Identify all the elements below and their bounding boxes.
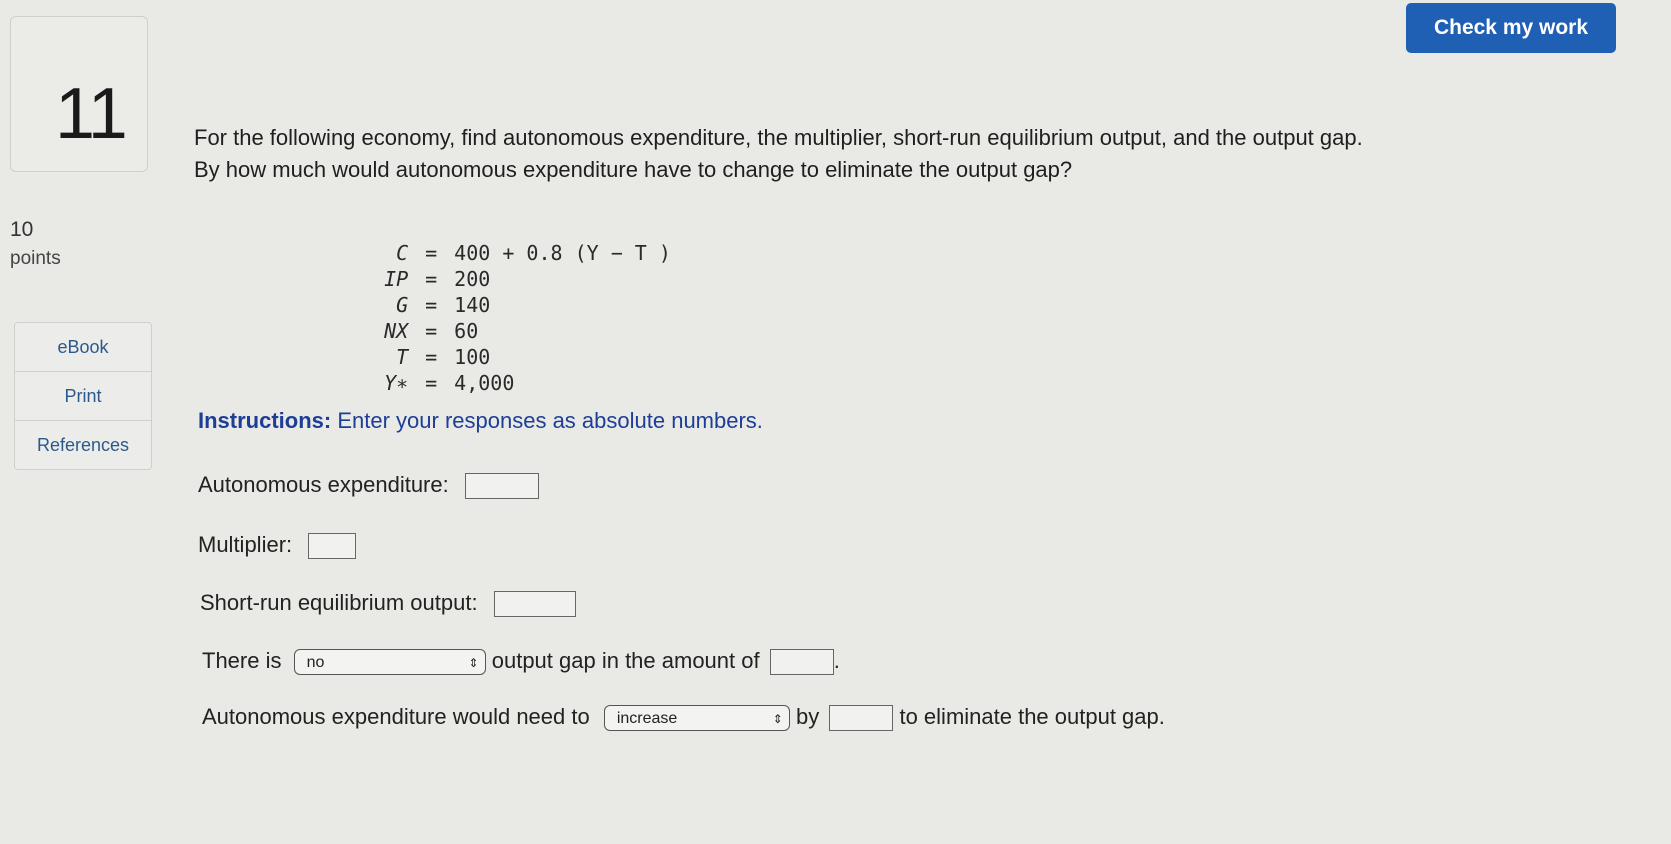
- change-direction-select[interactable]: [604, 705, 790, 731]
- equation-variable: Y∗: [384, 371, 409, 395]
- equals-sign: =: [425, 293, 438, 317]
- change-row: [202, 704, 1165, 731]
- equation-variable: C: [396, 241, 409, 265]
- question-prompt: [194, 122, 1614, 186]
- equation-value: 4,000: [454, 371, 515, 395]
- output-gap-row: [202, 648, 840, 675]
- autonomous-input[interactable]: [465, 473, 539, 499]
- multiplier-row: [198, 532, 356, 559]
- equals-sign: =: [425, 319, 438, 343]
- change-amount-input[interactable]: [829, 705, 893, 731]
- equation-variable: T: [396, 345, 409, 369]
- autonomous-label: Autonomous expenditure:: [198, 472, 449, 497]
- select-arrows-icon: ⇕: [772, 712, 783, 727]
- equals-sign: =: [425, 267, 438, 291]
- equation-variable: IP: [384, 267, 409, 291]
- select-arrows-icon: ⇕: [468, 656, 479, 671]
- gap-middle: output gap in the amount of: [491, 648, 760, 673]
- equation-value: 200: [454, 267, 491, 291]
- instructions: [198, 408, 763, 434]
- equilibrium-input[interactable]: [494, 591, 576, 617]
- multiplier-input[interactable]: [308, 533, 356, 559]
- points-value: 10: [10, 218, 34, 241]
- sidebar-item-references[interactable]: References: [36, 435, 130, 455]
- equilibrium-label: Short-run equilibrium output:: [200, 590, 478, 615]
- question-number: 11: [55, 74, 126, 154]
- equilibrium-row: [200, 590, 576, 617]
- equation-row: [300, 214, 671, 265]
- instructions-label: Instructions:: [198, 408, 332, 433]
- equation-block: [300, 214, 671, 395]
- change-middle: by: [795, 704, 820, 729]
- equation-variable: NX: [384, 319, 409, 343]
- equation-value: 140: [454, 293, 491, 317]
- sidebar-item-print[interactable]: Print: [15, 372, 151, 421]
- prompt-line-1: For the following economy, find autonomous expenditure, the multiplier, short-run equilibrium output, and the output gap.: [194, 125, 1363, 150]
- multiplier-label: Multiplier:: [198, 532, 293, 557]
- autonomous-row: [198, 472, 539, 499]
- gap-type-value: no: [306, 654, 325, 672]
- check-my-work-button[interactable]: Check my work: [1406, 3, 1616, 53]
- change-direction-value: increase: [616, 710, 678, 728]
- gap-suffix: .: [833, 648, 840, 673]
- equals-sign: =: [425, 345, 438, 369]
- equation-variable: G: [396, 293, 409, 317]
- equals-sign: =: [425, 371, 438, 395]
- question-number-panel: [10, 16, 148, 172]
- equals-sign: =: [425, 241, 438, 265]
- sidebar-item-ebook[interactable]: eBook: [15, 323, 151, 372]
- instructions-text: Enter your responses as absolute numbers.: [331, 408, 763, 433]
- equation-value: 100: [454, 345, 491, 369]
- change-suffix: to eliminate the output gap.: [899, 704, 1165, 729]
- points-label: points: [10, 248, 61, 269]
- sidebar-menu: [14, 322, 152, 470]
- equation-value: 60: [454, 319, 479, 343]
- change-prefix: Autonomous expenditure would need to: [202, 704, 590, 729]
- prompt-line-2: By how much would autonomous expenditure have to change to eliminate the output gap?: [194, 157, 1073, 182]
- gap-amount-input[interactable]: [770, 649, 834, 675]
- gap-prefix: There is: [202, 648, 282, 673]
- gap-type-select[interactable]: [294, 649, 486, 675]
- equation-value: 400 + 0.8 (Y − T ): [454, 241, 671, 265]
